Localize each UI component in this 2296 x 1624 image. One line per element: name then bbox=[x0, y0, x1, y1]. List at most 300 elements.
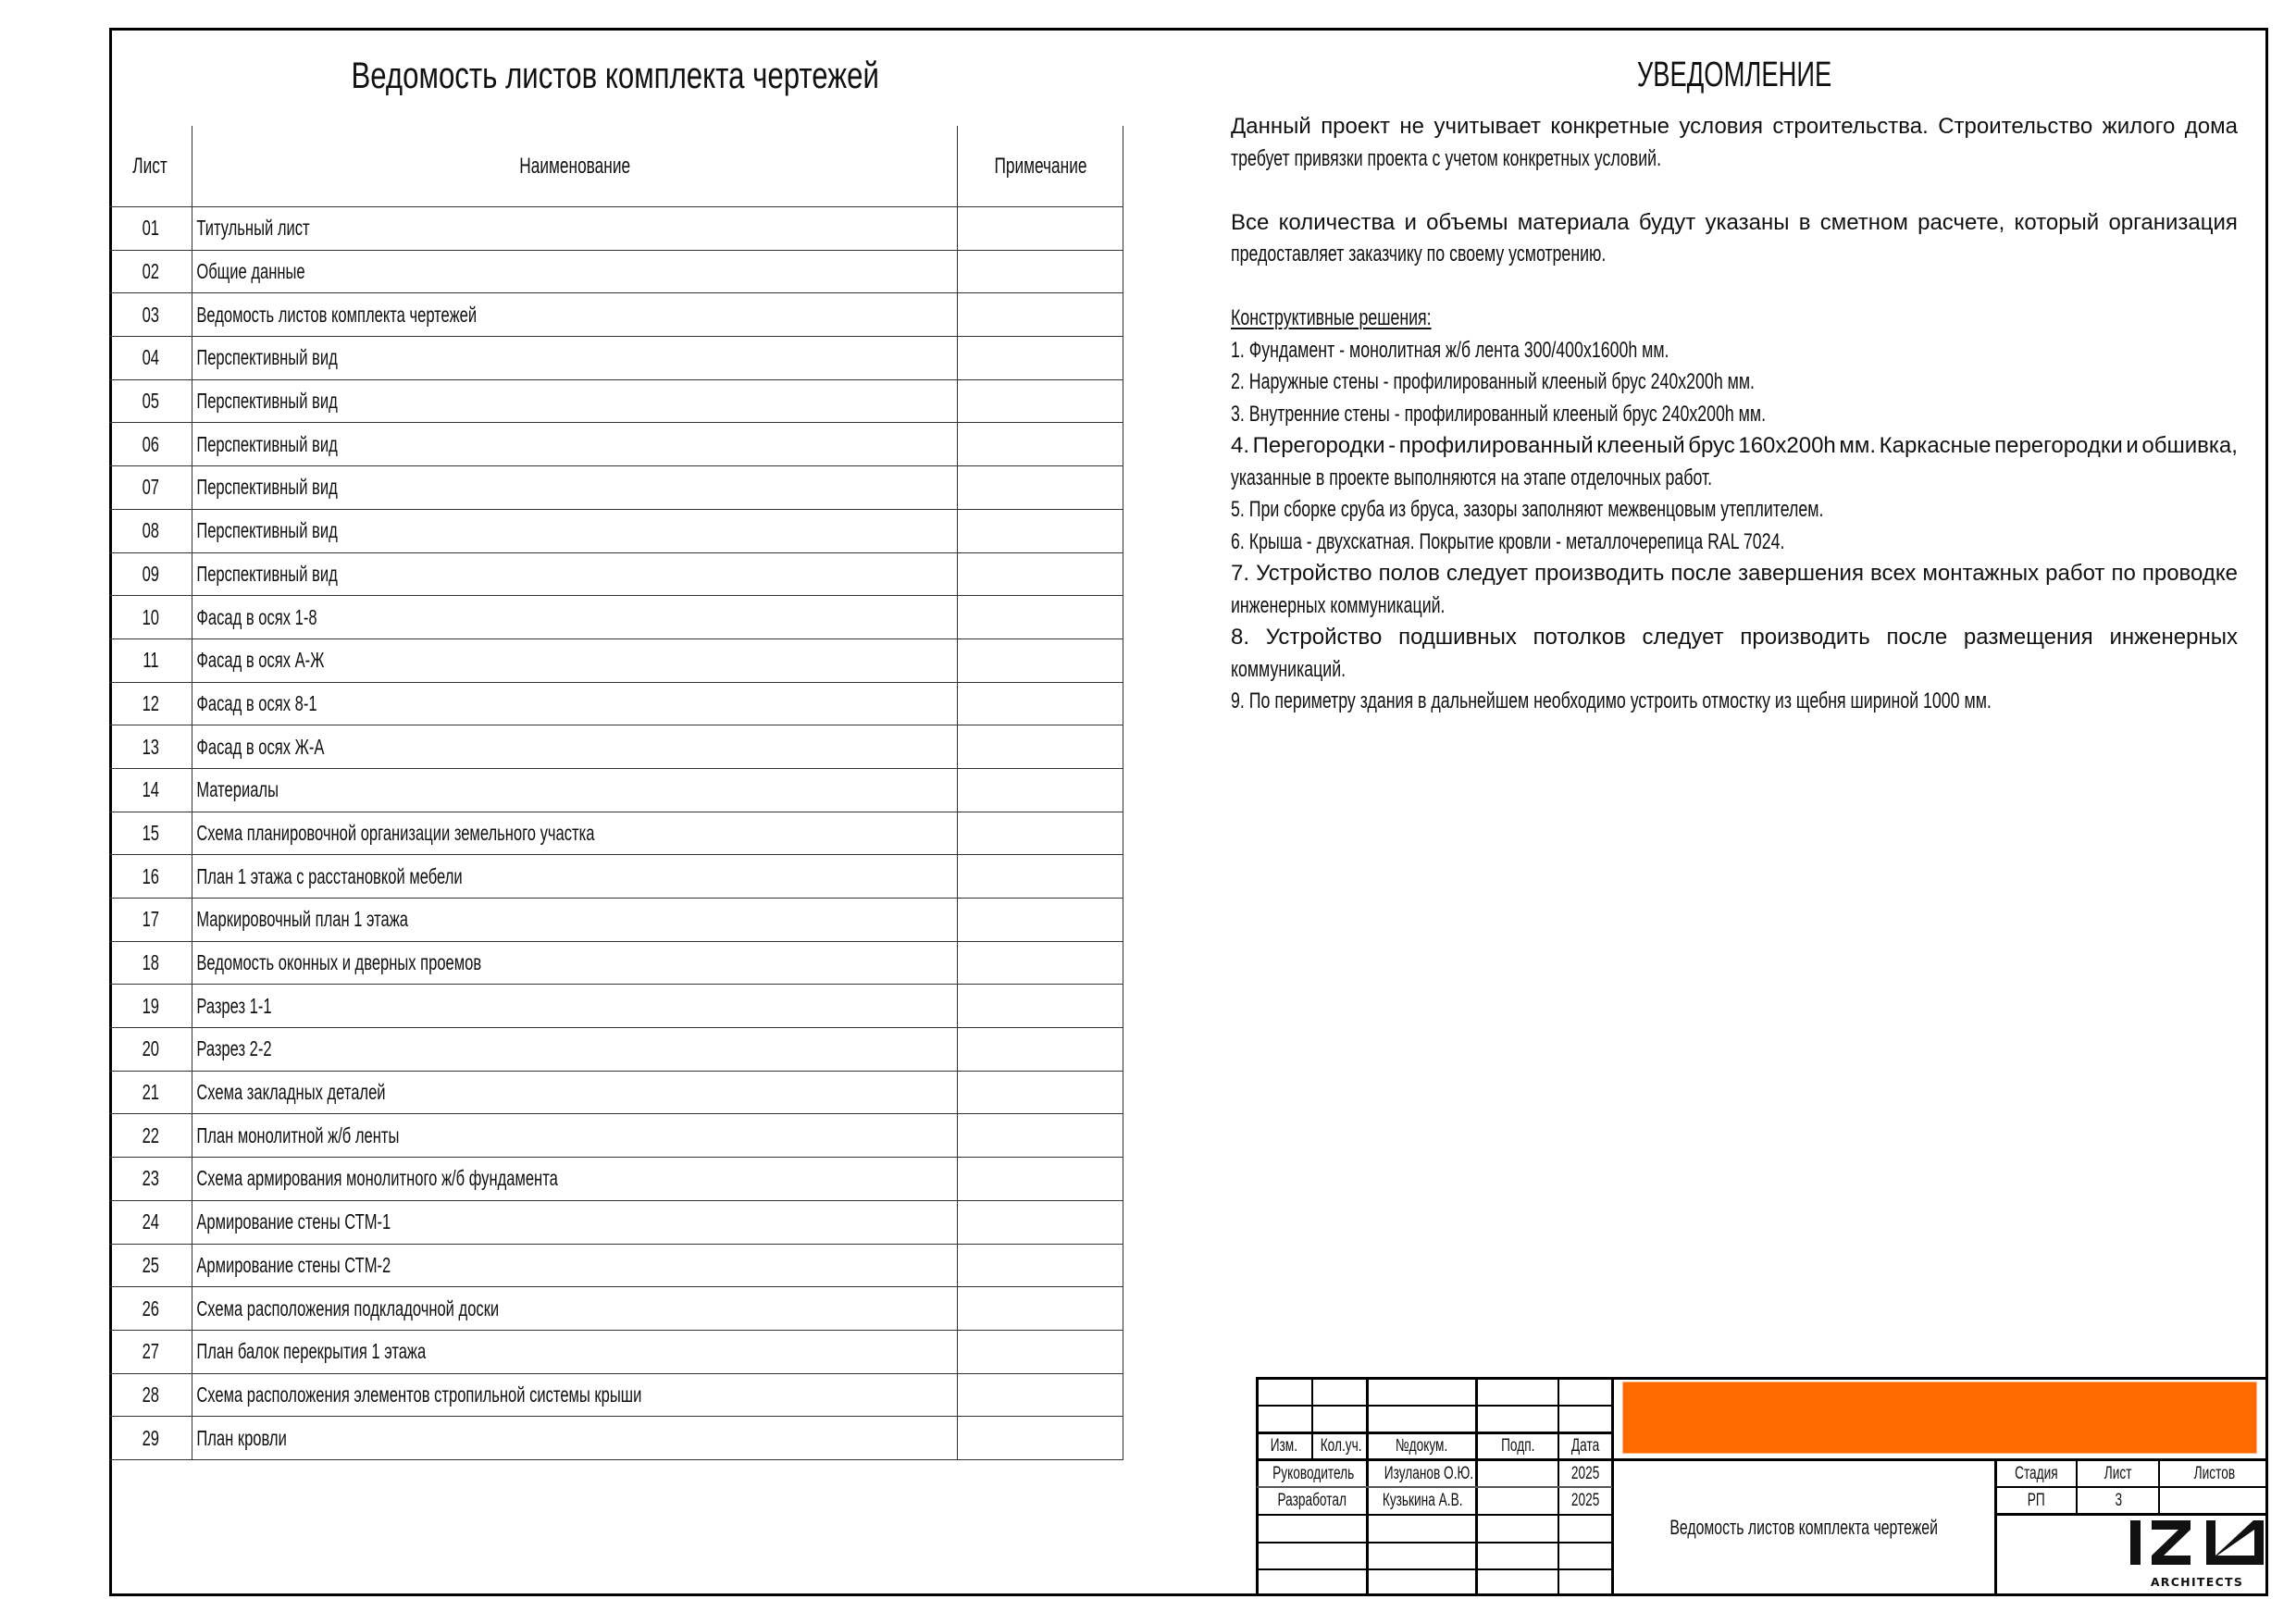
column-header-sheet bbox=[109, 126, 192, 207]
notice-item-line bbox=[1231, 527, 2238, 559]
sheet-name-cell-text: Схема армирования монолитного ж/б фундамента bbox=[196, 1166, 558, 1191]
column-header-sheet-text: Лист bbox=[132, 153, 168, 179]
sheet-note-cell bbox=[958, 207, 1123, 251]
sheet-note-cell bbox=[958, 638, 1123, 682]
sheet-note-cell bbox=[958, 1028, 1123, 1072]
sheet-name-cell bbox=[192, 682, 958, 725]
table-row bbox=[109, 337, 1123, 380]
sheet-note-cell bbox=[958, 379, 1123, 423]
table-row bbox=[109, 1071, 1123, 1114]
sheet-number-cell bbox=[109, 250, 192, 293]
sheet-number-cell bbox=[109, 855, 192, 899]
table-row bbox=[109, 1200, 1123, 1244]
notice-item-line bbox=[1231, 622, 2238, 654]
notice-word: сметном bbox=[1819, 209, 1908, 235]
sheet-number-cell bbox=[109, 423, 192, 466]
column-header-name bbox=[192, 126, 958, 207]
notice-word: количества bbox=[1278, 209, 1396, 235]
sheet-number-cell bbox=[109, 1287, 192, 1331]
sheet-name-cell bbox=[192, 812, 958, 855]
notice-word: следует bbox=[1642, 625, 1724, 650]
logo-caption: ARCHITECTS bbox=[2150, 1575, 2244, 1589]
sheet-name-cell-text: Схема закладных деталей bbox=[196, 1080, 386, 1105]
sheet-name-cell-text: Схема расположения подкладочной доски bbox=[196, 1295, 500, 1320]
sheet-number-cell bbox=[109, 466, 192, 510]
tb-header-sign-text: Подп. bbox=[1500, 1436, 1535, 1456]
sheet-note-cell bbox=[958, 293, 1123, 337]
sheet-name-cell-text: Перспективный вид bbox=[196, 345, 338, 370]
sheet-note-cell bbox=[958, 466, 1123, 510]
sheet-name-cell-text: Перспективный вид bbox=[196, 561, 338, 586]
notice-paragraph-2-line bbox=[1231, 207, 2238, 240]
sheet-note-cell bbox=[958, 1287, 1123, 1331]
sheet-number-cell-text: 07 bbox=[142, 475, 159, 500]
table-row bbox=[109, 682, 1123, 725]
table-row bbox=[109, 293, 1123, 337]
column-header-note bbox=[958, 126, 1123, 207]
notice-item-line-text: 3. Внутренние стены - профилированный клееный брус 240х200h мм. bbox=[1231, 401, 1767, 427]
sheet-number-cell bbox=[109, 293, 192, 337]
notice-word: Перегородки bbox=[1252, 433, 1385, 458]
sheet-number-cell bbox=[109, 207, 192, 251]
tb-sheet-title-text: Ведомость листов комплекта чертежей bbox=[1669, 1516, 1938, 1539]
sheet-number-cell bbox=[109, 1158, 192, 1201]
sheet-number-cell-text: 15 bbox=[142, 820, 159, 845]
sheet-name-cell-text: Титульный лист bbox=[196, 216, 310, 241]
sheet-number-cell-text: 13 bbox=[142, 734, 159, 759]
sheet-number-cell-text: 17 bbox=[142, 907, 159, 932]
tb-top-border bbox=[1257, 1377, 2268, 1380]
table-row bbox=[109, 552, 1123, 596]
sheet-note-cell bbox=[958, 596, 1123, 639]
table-row bbox=[109, 899, 1123, 942]
tb-header-doc-no-text: №докум. bbox=[1395, 1436, 1448, 1456]
tb-name-head-text: Изуланов О.Ю. bbox=[1384, 1464, 1474, 1483]
notice-word: материала bbox=[1517, 209, 1630, 235]
sheet-number-cell-text: 22 bbox=[142, 1122, 159, 1147]
sheet-number-cell bbox=[109, 1028, 192, 1072]
table-row bbox=[109, 1028, 1123, 1072]
notice-word: монтажных bbox=[1922, 561, 2040, 586]
sheet-note-cell bbox=[958, 552, 1123, 596]
tb-sheet-value-text: 3 bbox=[2115, 1491, 2122, 1510]
sheet-note-cell bbox=[958, 985, 1123, 1028]
sheet-name-cell-text: План балок перекрытия 1 этажа bbox=[196, 1339, 427, 1364]
notice-item-line-text: 2. Наружные стены - профилированный клееный брус 240х200h мм. bbox=[1231, 369, 1755, 394]
sheet-note-cell bbox=[958, 941, 1123, 985]
sheet-number-cell-text: 02 bbox=[142, 259, 159, 284]
notice-word: указаны bbox=[1705, 209, 1790, 235]
tb-header-sign bbox=[1477, 1432, 1558, 1459]
sheet-number-cell bbox=[109, 682, 192, 725]
sheet-number-cell bbox=[109, 337, 192, 380]
notice-item-line-text: коммуникаций. bbox=[1231, 656, 1347, 682]
sheet-note-cell bbox=[958, 1158, 1123, 1201]
notice-word: 4. bbox=[1231, 433, 1250, 458]
notice-word: строительства. bbox=[1772, 114, 1929, 139]
table-row bbox=[109, 1373, 1123, 1417]
notice-item-line-text: инженерных коммуникаций. bbox=[1231, 592, 1446, 618]
tb-stage-value-text: РП bbox=[2028, 1491, 2045, 1510]
notice-word: и bbox=[2126, 433, 2139, 458]
table-row bbox=[109, 638, 1123, 682]
notice-word: жилого bbox=[2102, 114, 2176, 139]
notice-word: проводке bbox=[2141, 561, 2238, 586]
sheet-note-cell bbox=[958, 768, 1123, 812]
sheet-note-cell bbox=[958, 899, 1123, 942]
sheet-name-cell bbox=[192, 250, 958, 293]
notice-word: 8. bbox=[1231, 625, 1250, 650]
notice-word: объемы bbox=[1426, 209, 1508, 235]
table-row bbox=[109, 379, 1123, 423]
sheet-name-cell-text: Схема расположения элементов стропильной системы крыши bbox=[196, 1382, 642, 1407]
notice-word: работ bbox=[2045, 561, 2105, 586]
sheet-name-cell bbox=[192, 423, 958, 466]
sheet-number-cell bbox=[109, 1244, 192, 1287]
sheet-name-cell-text: Перспективный вид bbox=[196, 389, 338, 414]
notice-word: организация bbox=[2108, 209, 2238, 235]
sheet-name-cell-text: Общие данные bbox=[196, 259, 305, 284]
sheet-name-cell-text: Маркировочный план 1 этажа bbox=[196, 907, 408, 932]
sheet-name-cell bbox=[192, 725, 958, 769]
table-row bbox=[109, 725, 1123, 769]
sheet-note-cell bbox=[958, 812, 1123, 855]
notice-word: Все bbox=[1231, 209, 1270, 235]
sheet-name-cell bbox=[192, 768, 958, 812]
sheet-name-cell bbox=[192, 207, 958, 251]
notice-word: производить bbox=[1740, 625, 1870, 650]
tb-header-date-text: Дата bbox=[1571, 1436, 1600, 1456]
table-row bbox=[109, 1417, 1123, 1460]
sheet-name-cell bbox=[192, 1244, 958, 1287]
tb-date-head bbox=[1559, 1460, 1612, 1487]
sheet-number-cell bbox=[109, 899, 192, 942]
notice-word: будут bbox=[1638, 209, 1696, 235]
paragraph-gap bbox=[1231, 271, 2238, 304]
sheet-number-cell-text: 16 bbox=[142, 863, 159, 888]
notice-word: Данный bbox=[1231, 114, 1311, 139]
izu-architects-logo bbox=[2125, 1518, 2267, 1592]
tb-stage-label-text: Стадия bbox=[2015, 1464, 2058, 1483]
tb-header-date bbox=[1559, 1432, 1612, 1459]
table-row bbox=[109, 855, 1123, 899]
sheet-number-cell-text: 18 bbox=[142, 950, 159, 975]
notice-word: следует bbox=[1446, 561, 1529, 586]
sheet-note-cell bbox=[958, 1071, 1123, 1114]
sheet-note-cell bbox=[958, 250, 1123, 293]
sheet-name-cell bbox=[192, 1158, 958, 1201]
notice-word: учитывает bbox=[1433, 114, 1541, 139]
sheet-note-cell bbox=[958, 855, 1123, 899]
notice-item-line bbox=[1231, 558, 2238, 590]
tb-hline bbox=[1257, 1405, 1612, 1407]
sheet-name-cell-text: Перспективный вид bbox=[196, 518, 338, 543]
sheet-number-cell-text: 26 bbox=[142, 1295, 159, 1320]
logo-letter-i bbox=[2130, 1520, 2141, 1565]
sheet-name-cell bbox=[192, 337, 958, 380]
notice-word: Устройство bbox=[1265, 625, 1383, 650]
sheet-number-cell bbox=[109, 509, 192, 552]
sheet-name-cell-text: План монолитной ж/б ленты bbox=[196, 1122, 400, 1147]
sheet-number-cell-text: 04 bbox=[142, 345, 159, 370]
sheet-number-cell-text: 19 bbox=[142, 993, 159, 1018]
table-row bbox=[109, 941, 1123, 985]
notice-word: производить bbox=[1534, 561, 1665, 586]
table-row bbox=[109, 596, 1123, 639]
notice-word: потолков bbox=[1533, 625, 1626, 650]
notice-item-line-text: 5. При сборке сруба из бруса, зазоры заполняют межвенцовым утеплителем. bbox=[1231, 497, 1824, 522]
notice-word: 160х200h bbox=[1738, 433, 1836, 458]
sheet-number-cell-text: 12 bbox=[142, 690, 159, 715]
sheet-name-cell bbox=[192, 855, 958, 899]
tb-sheet-value bbox=[2078, 1487, 2159, 1514]
tb-stage-value bbox=[1996, 1487, 2077, 1514]
sheet-name-cell bbox=[192, 379, 958, 423]
sheet-name-cell bbox=[192, 985, 958, 1028]
sheet-note-cell bbox=[958, 1114, 1123, 1158]
sheet-list-title bbox=[109, 48, 1121, 104]
sheet-name-cell bbox=[192, 596, 958, 639]
tb-header-izm-text: Изм. bbox=[1270, 1436, 1298, 1456]
sheet-name-cell-text: Армирование стены СТМ-2 bbox=[196, 1252, 391, 1277]
notice-word: 7. bbox=[1231, 561, 1250, 586]
notice-word: клееный bbox=[1596, 433, 1685, 458]
sheet-number-cell bbox=[109, 1200, 192, 1244]
sheet-number-cell-text: 05 bbox=[142, 389, 159, 414]
sheet-name-cell-text: Материалы bbox=[196, 777, 279, 802]
tb-date-dev-text: 2025 bbox=[1571, 1491, 1600, 1510]
sheet-name-cell bbox=[192, 1417, 958, 1460]
sheet-name-cell-text: План кровли bbox=[196, 1425, 287, 1450]
notice-word: завершения bbox=[1738, 561, 1864, 586]
sheet-note-cell bbox=[958, 1417, 1123, 1460]
notice-word: в bbox=[1798, 209, 1811, 235]
sheet-name-cell-text: Фасад в осях А-Ж bbox=[196, 648, 325, 673]
sheet-name-cell bbox=[192, 293, 958, 337]
logo-letter-u bbox=[2206, 1520, 2264, 1565]
sheet-number-cell bbox=[109, 379, 192, 423]
notice-paragraph-1-line bbox=[1231, 143, 2238, 176]
tb-sheets-label bbox=[2160, 1460, 2268, 1487]
sheet-name-cell-text: Перспективный вид bbox=[196, 431, 338, 456]
notice-item-line bbox=[1231, 399, 2238, 431]
sheet-number-cell-text: 25 bbox=[142, 1252, 159, 1277]
table-row bbox=[109, 812, 1123, 855]
sheet-name-cell-text: Фасад в осях Ж-А bbox=[196, 734, 325, 759]
notice-word: который bbox=[2014, 209, 2100, 235]
sheet-number-cell-text: 09 bbox=[142, 561, 159, 586]
sheet-name-cell-text: Фасад в осях 8-1 bbox=[196, 690, 317, 715]
notice-word: брус bbox=[1688, 433, 1735, 458]
table-row bbox=[109, 1244, 1123, 1287]
sheet-number-cell-text: 14 bbox=[142, 777, 159, 802]
table-row bbox=[109, 250, 1123, 293]
sheet-name-cell bbox=[192, 552, 958, 596]
notice-word: после bbox=[1670, 561, 1732, 586]
sheet-number-cell-text: 28 bbox=[142, 1382, 159, 1407]
tb-header-izm bbox=[1257, 1432, 1311, 1459]
notice-item-line-text: 1. Фундамент - монолитная ж/б лента 300/400х1600h мм. bbox=[1231, 337, 1669, 363]
column-header-name-text: Наименование bbox=[519, 153, 630, 179]
notice-paragraph-1-line-text: требует привязки проекта с учетом конкретных условий. bbox=[1231, 145, 1662, 171]
sheet-name-cell-text: План 1 этажа с расстановкой мебели bbox=[196, 863, 463, 888]
table-row bbox=[109, 509, 1123, 552]
sheet-name-cell bbox=[192, 466, 958, 510]
sheet-name-cell bbox=[192, 1287, 958, 1331]
notice-word: по bbox=[2111, 561, 2136, 586]
sheet-name-cell-text: Ведомость оконных и дверных проемов bbox=[196, 950, 482, 975]
tb-role-dev bbox=[1257, 1487, 1367, 1514]
tb-hline bbox=[1257, 1568, 1612, 1570]
sheet-name-cell bbox=[192, 941, 958, 985]
sheet-name-cell bbox=[192, 1071, 958, 1114]
sheet-note-cell bbox=[958, 1200, 1123, 1244]
notice-word: после bbox=[1886, 625, 1948, 650]
table-row bbox=[109, 466, 1123, 510]
sheet-name-cell bbox=[192, 638, 958, 682]
sheet-note-cell bbox=[958, 1244, 1123, 1287]
notice-word: перегородки bbox=[1994, 433, 2123, 458]
sheet-number-cell-text: 11 bbox=[142, 648, 159, 673]
sheet-number-cell bbox=[109, 1330, 192, 1373]
notice-word: Устройство bbox=[1256, 561, 1372, 586]
tb-name-dev bbox=[1367, 1487, 1476, 1514]
sheet-number-cell-text: 06 bbox=[142, 431, 159, 456]
notice-item-line bbox=[1231, 335, 2238, 367]
notice-section-heading bbox=[1231, 303, 2238, 335]
tb-sheets-label-text: Листов bbox=[2193, 1464, 2235, 1483]
tb-header-kol-uch bbox=[1312, 1432, 1367, 1459]
tb-hline bbox=[1257, 1514, 1612, 1516]
table-row bbox=[109, 1330, 1123, 1373]
tb-date-dev bbox=[1559, 1487, 1612, 1514]
sheet-number-cell bbox=[109, 1373, 192, 1417]
sheet-number-cell-text: 08 bbox=[142, 518, 159, 543]
sheet-note-cell bbox=[958, 725, 1123, 769]
tb-name-head bbox=[1367, 1460, 1476, 1487]
sheet-note-cell bbox=[958, 337, 1123, 380]
table-row bbox=[109, 1158, 1123, 1201]
table-row bbox=[109, 768, 1123, 812]
notice-word: профилированный bbox=[1398, 433, 1594, 458]
notice-item-line bbox=[1231, 430, 2238, 463]
tb-role-head-text: Руководитель bbox=[1272, 1464, 1355, 1483]
table-row bbox=[109, 1114, 1123, 1158]
sheet-name-cell-text: Схема планировочной организации земельного участка bbox=[196, 820, 595, 845]
tb-hline bbox=[1257, 1542, 1612, 1543]
sheet-list-body bbox=[109, 207, 1123, 1460]
sheet-number-cell-text: 20 bbox=[142, 1036, 159, 1061]
sheet-number-cell-text: 01 bbox=[142, 216, 159, 241]
table-row bbox=[109, 207, 1123, 251]
sheet-number-cell bbox=[109, 941, 192, 985]
sheet-note-cell bbox=[958, 682, 1123, 725]
notice-title bbox=[1231, 52, 2238, 98]
notice-word: инженерных bbox=[2109, 625, 2238, 650]
logo-letter-z bbox=[2152, 1520, 2191, 1565]
sheet-name-cell bbox=[192, 899, 958, 942]
notice-body bbox=[1231, 111, 2238, 718]
sheet-name-cell-text: Разрез 1-1 bbox=[196, 993, 272, 1018]
sheet-number-cell bbox=[109, 596, 192, 639]
notice-word: дома bbox=[2184, 114, 2238, 139]
notice-word: - bbox=[1388, 433, 1396, 458]
sheet-number-cell-text: 29 bbox=[142, 1425, 159, 1450]
sheet-number-cell-text: 10 bbox=[142, 604, 159, 629]
sheet-number-cell bbox=[109, 1114, 192, 1158]
table-header-row bbox=[109, 126, 1123, 207]
tb-role-dev-text: Разработал bbox=[1277, 1491, 1347, 1510]
sheet-name-cell bbox=[192, 1028, 958, 1072]
notice-word: обшивка, bbox=[2141, 433, 2238, 458]
notice-item-line bbox=[1231, 366, 2238, 399]
notice-title-text: УВЕДОМЛЕНИЕ bbox=[1636, 56, 1832, 94]
logo-mark-icon bbox=[2125, 1518, 2267, 1592]
notice-item-line bbox=[1231, 463, 2238, 495]
sheet-number-cell bbox=[109, 812, 192, 855]
sheet-number-cell bbox=[109, 638, 192, 682]
notice-word: условия bbox=[1679, 114, 1763, 139]
notice-word: Каркасные bbox=[1879, 433, 1992, 458]
tb-date-head-text: 2025 bbox=[1571, 1464, 1600, 1483]
sheet-number-cell bbox=[109, 768, 192, 812]
notice-word: всех bbox=[1870, 561, 1917, 586]
notice-word: не bbox=[1399, 114, 1425, 139]
sheet-name-cell-text: Фасад в осях 1-8 bbox=[196, 604, 317, 629]
tb-name-dev-text: Кузькина А.В. bbox=[1382, 1491, 1463, 1510]
sheet-number-cell bbox=[109, 1071, 192, 1114]
notice-paragraph-2-line bbox=[1231, 239, 2238, 271]
notice-word: и bbox=[1404, 209, 1417, 235]
sheet-number-cell bbox=[109, 1417, 192, 1460]
notice-item-line-text: 9. По периметру здания в дальнейшем необходимо устроить отмостку из щебня шириной 1000 мм. bbox=[1231, 688, 1992, 713]
sheet-name-cell-text: Армирование стены СТМ-1 bbox=[196, 1209, 391, 1234]
sheet-number-cell bbox=[109, 725, 192, 769]
sheet-name-cell bbox=[192, 1330, 958, 1373]
notice-word: Строительство bbox=[1938, 114, 2093, 139]
sheet-number-cell bbox=[109, 552, 192, 596]
notice-word: конкретные bbox=[1550, 114, 1670, 139]
column-header-note-text: Примечание bbox=[993, 153, 1087, 179]
table-row bbox=[109, 1287, 1123, 1331]
tb-header-kol-uch-text: Кол.уч. bbox=[1320, 1436, 1362, 1456]
notice-word: расчете, bbox=[1917, 209, 2005, 235]
sheet-number-cell-text: 03 bbox=[142, 302, 159, 327]
notice-item-line-text: 6. Крыша - двухскатная. Покрытие кровли - металлочерепица RAL 7024. bbox=[1231, 528, 1785, 554]
tb-header-doc-no bbox=[1367, 1432, 1476, 1459]
table-row bbox=[109, 423, 1123, 466]
sheet-name-cell-text: Разрез 2-2 bbox=[196, 1036, 272, 1061]
notice-paragraph-2-line-text: предоставляет заказчику по своему усмотрению. bbox=[1231, 242, 1607, 267]
sheet-list-table bbox=[109, 126, 1123, 1460]
sheet-number-cell bbox=[109, 985, 192, 1028]
sheet-name-cell-text: Ведомость листов комплекта чертежей bbox=[196, 302, 478, 327]
tb-stage-label bbox=[1996, 1460, 2077, 1487]
notice-word: проект bbox=[1321, 114, 1390, 139]
tb-sheets-value bbox=[2160, 1487, 2268, 1514]
sheet-list-title-text: Ведомость листов комплекта чертежей bbox=[351, 56, 879, 96]
notice-item-line bbox=[1231, 654, 2238, 687]
sheet-number-cell-text: 21 bbox=[142, 1080, 159, 1105]
notice-item-line bbox=[1231, 494, 2238, 527]
tb-sheet-label bbox=[2078, 1460, 2159, 1487]
notice-word: полов bbox=[1378, 561, 1440, 586]
project-name-bar bbox=[1623, 1382, 2256, 1453]
tb-sheet-label-text: Лист bbox=[2104, 1464, 2132, 1483]
sheet-note-cell bbox=[958, 509, 1123, 552]
table-row bbox=[109, 985, 1123, 1028]
sheet-number-cell-text: 24 bbox=[142, 1209, 159, 1234]
